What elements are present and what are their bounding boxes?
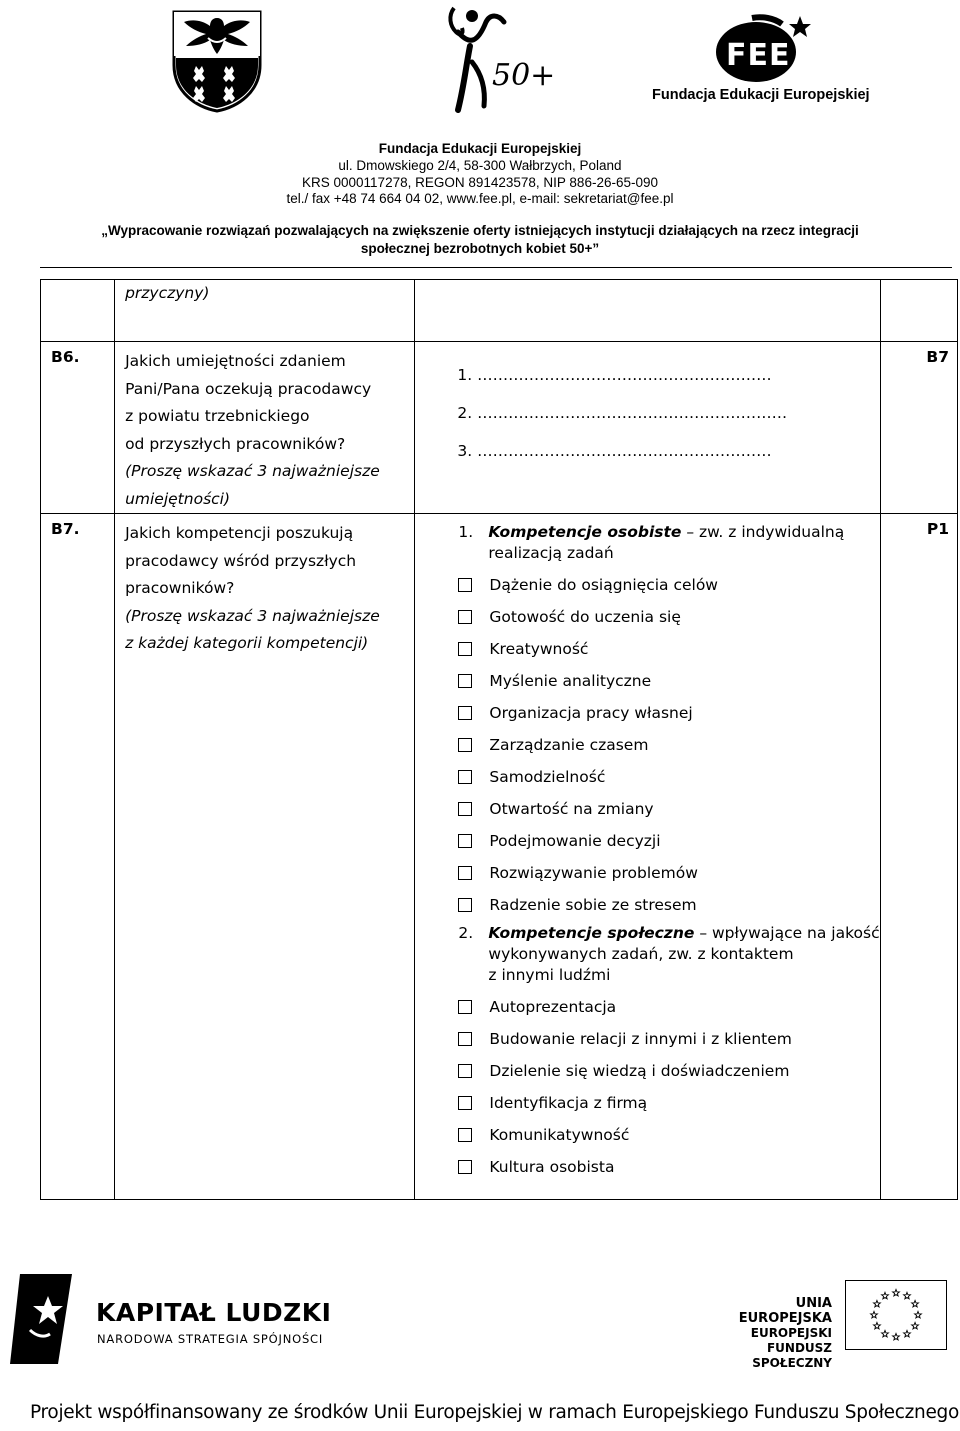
section-2-rest: – wpływające na jakość [694, 924, 880, 942]
ue-line-3: FUNDUSZ SPOŁECZNY [752, 1341, 832, 1370]
checkbox[interactable] [458, 866, 472, 880]
checkbox[interactable] [458, 610, 472, 624]
kl-title: KAPITAŁ LUDZKI [96, 1298, 332, 1327]
address-line-3: KRS 0000117278, REGON 891423578, NIP 886-26-65-090 [302, 175, 658, 190]
ue-line-2: EUROPEJSKI [750, 1326, 832, 1340]
eu-star-icon [904, 1292, 911, 1299]
personal-competence-option[interactable] [458, 569, 880, 601]
cofinance-text: Projekt współfinansowany ze środków Unii Europejskiej w ramach Europejskiego Funduszu Społecznego [30, 1402, 959, 1423]
project-title-line-2: społecznej bezrobotnych kobiet 50+” [360, 241, 600, 256]
eu-star-icon [882, 1330, 889, 1337]
social-competence-option-label: Komunikatywność [489, 1126, 630, 1144]
eu-star-icon [874, 1300, 881, 1307]
question-b6-hint: umiejętności) [125, 489, 231, 508]
answer-line-1[interactable]: 1. ………………………………………………… [457, 366, 772, 384]
checkbox[interactable] [458, 1128, 472, 1142]
section-2-line2: wykonywanych zadań, zw. z kontaktem [488, 945, 794, 963]
social-competence-option[interactable] [458, 1119, 880, 1151]
personal-competence-option-label: Radzenie sobie ze stresem [489, 896, 697, 914]
personal-competence-option-label: Gotowość do uczenia się [489, 608, 681, 626]
social-competence-option-label: Kultura osobista [489, 1158, 615, 1176]
checkbox[interactable] [458, 1160, 472, 1174]
question-b6-line: od przyszłych pracowników? [125, 434, 346, 453]
fee-logo [712, 14, 812, 86]
eu-star-icon [915, 1311, 922, 1318]
personal-competence-option-label: Rozwiązywanie problemów [489, 864, 698, 882]
project-50-plus-logo [440, 2, 556, 118]
social-competence-option[interactable] [458, 1087, 880, 1119]
personal-competence-option-label: Myślenie analityczne [489, 672, 652, 690]
fee-name: Fundacja Edukacji Europejskiej [652, 87, 870, 103]
eu-star-icon [912, 1300, 919, 1307]
section-2-num: 2. [458, 924, 474, 942]
answer-lines-b6 [415, 342, 880, 470]
checkbox[interactable] [458, 802, 472, 816]
eu-star-icon [882, 1292, 889, 1299]
question-code-b7: B7. [51, 520, 80, 538]
personal-competence-option[interactable] [458, 889, 880, 921]
ue-line-1: UNIA EUROPEJSKA [738, 1296, 832, 1326]
question-b6-line: z powiatu trzebnickiego [125, 407, 310, 425]
question-b6-line: Jakich umiejętności zdaniem [125, 352, 346, 370]
table-row-b7 [41, 514, 958, 1200]
question-b7-line: pracodawcy wśród przyszłych [125, 551, 357, 570]
personal-competence-option-label: Dążenie do osiągnięcia celów [489, 576, 718, 594]
continuation-text: przyczyny) [125, 284, 210, 302]
social-competence-option[interactable] [458, 1151, 880, 1183]
header-rule [40, 267, 952, 268]
social-competence-option[interactable] [458, 991, 880, 1023]
coat-of-arms-logo [172, 10, 262, 113]
social-competence-option[interactable] [458, 1023, 880, 1055]
checkbox[interactable] [458, 1032, 472, 1046]
eu-star-icon [874, 1322, 881, 1329]
question-b7-line: pracowników? [125, 579, 235, 597]
eu-star-icon [893, 1289, 900, 1296]
section-1-line2: realizacją zadań [488, 544, 614, 562]
personal-competence-option[interactable] [458, 633, 880, 665]
personal-competence-option-label: Zarządzanie czasem [489, 736, 649, 754]
eu-flag-logo [845, 1280, 947, 1350]
answer-line-3[interactable]: 3. ………………………………………………… [457, 442, 772, 460]
section-2-line3: z innymi ludźmi [488, 966, 611, 984]
section-2-title: Kompetencje społeczne [488, 924, 695, 942]
question-b6-hint: (Proszę wskazać 3 najważniejsze [125, 462, 380, 480]
question-code-b6: B6. [51, 348, 80, 366]
social-competence-option-label: Identyfikacja z firmą [489, 1094, 648, 1112]
checkbox[interactable] [458, 1000, 472, 1014]
personal-competence-option-label: Podejmowanie decyzji [489, 832, 661, 850]
checkbox[interactable] [458, 706, 472, 720]
checkbox[interactable] [458, 578, 472, 592]
checkbox[interactable] [458, 834, 472, 848]
personal-competence-option-label: Kreatywność [489, 640, 589, 658]
checkbox[interactable] [458, 738, 472, 752]
address-line-2: ul. Dmowskiego 2/4, 58-300 Wałbrzych, Poland [338, 158, 622, 173]
eu-star-icon [904, 1330, 911, 1337]
address-line-1: Fundacja Edukacji Europejskiej [378, 141, 582, 156]
answer-line-2[interactable]: 2. …………………………………………………… [457, 404, 788, 422]
checkbox[interactable] [458, 642, 472, 656]
kapital-ludzki-logo [10, 1270, 82, 1368]
fee-logo-text: FEE [726, 38, 791, 73]
personal-competence-option[interactable] [458, 601, 880, 633]
logo-50-text: 50+ [492, 58, 556, 93]
personal-competence-option-label: Otwartość na zmiany [489, 800, 654, 818]
question-b7 [115, 514, 414, 658]
social-competences-list [415, 986, 880, 1183]
question-b6-line: Pani/Pana oczekują pracodawcy [125, 379, 372, 398]
personal-competence-option[interactable] [458, 665, 880, 697]
question-b7-line: Jakich kompetencji poszukują [125, 524, 354, 542]
checkbox[interactable] [458, 674, 472, 688]
checkbox[interactable] [458, 898, 472, 912]
section-social-competences [458, 921, 880, 986]
personal-competence-option-label: Organizacja pracy własnej [489, 704, 693, 722]
questionnaire-table [40, 279, 958, 1200]
personal-competences-list [415, 564, 880, 921]
personal-competence-option[interactable] [458, 761, 880, 793]
section-1-title: Kompetencje osobiste [488, 523, 682, 541]
social-competence-option-label: Budowanie relacji z innymi i z klientem [489, 1030, 792, 1048]
section-1-num: 1. [458, 523, 474, 541]
skip-code-b6: B7 [926, 348, 949, 366]
social-competence-option-label: Autoprezentacja [489, 998, 617, 1016]
checkbox[interactable] [458, 1064, 472, 1078]
question-b7-hint: (Proszę wskazać 3 najważniejsze [125, 606, 380, 625]
checkbox[interactable] [458, 1096, 472, 1110]
personal-competence-option[interactable] [458, 729, 880, 761]
address-line-4: tel./ fax +48 74 664 04 02, www.fee.pl, e-mail: sekretariat@fee.pl [286, 191, 674, 206]
personal-competence-option-label: Samodzielność [489, 768, 606, 786]
table-row-b6 [41, 342, 958, 514]
question-b7-hint: z każdej kategorii kompetencji) [125, 634, 369, 652]
kl-subtitle: NARODOWA STRATEGIA SPÓJNOŚCI [97, 1332, 324, 1346]
section-1-rest: – zw. z indywidualną [681, 523, 845, 541]
table-row-continuation [41, 280, 958, 342]
eu-star-icon [871, 1311, 878, 1318]
ue-text-block [700, 1296, 832, 1371]
personal-competence-option[interactable] [458, 697, 880, 729]
eu-star-icon [912, 1322, 919, 1329]
question-b6 [115, 342, 414, 513]
social-competence-option[interactable] [458, 1055, 880, 1087]
project-title-line-1: „Wypracowanie rozwiązań pozwalających na zwiększenie oferty istniejących instytucji działających na rzecz integracji [101, 223, 859, 238]
checkbox[interactable] [458, 770, 472, 784]
personal-competence-option[interactable] [458, 825, 880, 857]
skip-code-b7: P1 [926, 520, 949, 538]
section-personal-competences [458, 514, 880, 564]
personal-competence-option[interactable] [458, 793, 880, 825]
eu-star-icon [893, 1333, 900, 1340]
social-competence-option-label: Dzielenie się wiedzą i doświadczeniem [489, 1062, 790, 1080]
personal-competence-option[interactable] [458, 857, 880, 889]
